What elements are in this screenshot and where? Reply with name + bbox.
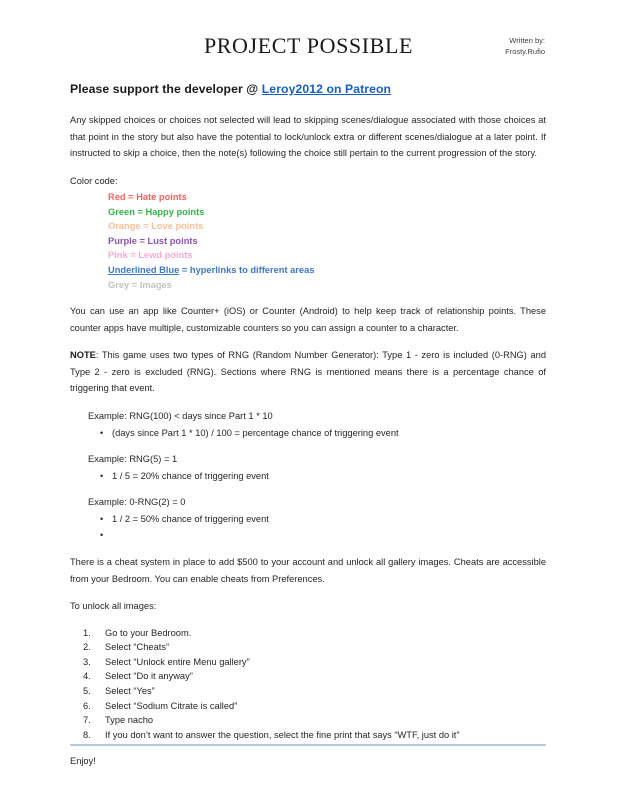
- color-code-item-pink: [70, 248, 546, 263]
- unlock-step: Select “Yes”: [105, 686, 155, 697]
- color-code-item-orange: [70, 219, 546, 234]
- cheat-paragraph: There is a cheat system in place to add $500 to your account and unlock all gallery images. Cheats are accessible from your Bedroom. You can enable cheats from Preferences.: [70, 557, 546, 584]
- color-name-blue: Underlined Blue: [108, 264, 180, 275]
- color-meaning-orange: Love points: [151, 221, 204, 232]
- unlock-step: Select “Do it anyway”: [105, 671, 193, 682]
- intro-paragraph: Any skipped choices or choices not selected will lead to skipping scenes/dialogue associated with those choices at that point in the story but also have the potential to lock/unlock extra or different scenes/dialogue at a later point. If instructed to skip a choice, then the note(s) following the choice still pertain to the current progression of the story.: [70, 115, 546, 158]
- page-title: PROJECT POSSIBLE: [203, 33, 414, 58]
- example-bullets-3: [70, 511, 546, 544]
- example-bullet: • 1 / 5 = 20% chance of triggering event: [70, 468, 546, 485]
- example-block-1: [70, 408, 546, 442]
- document-body: [70, 82, 546, 781]
- note-label: NOTE: [70, 350, 96, 361]
- color-code-list: [70, 190, 546, 292]
- example-bullet: • (days since Part 1 * 10) / 100 = percentage chance of triggering event: [70, 425, 546, 442]
- unlock-step: If you don’t want to answer the question, select the fine print that says “WTF, just do it”: [105, 729, 460, 740]
- example-block-2: [70, 451, 546, 485]
- unlock-step: Type nacho: [105, 715, 154, 726]
- color-meaning-blue: hyperlinks to different areas: [189, 264, 315, 275]
- color-name-pink: Pink: [108, 250, 128, 261]
- counter-app-paragraph: You can use an app like Counter+ (iOS) or Counter (Android) to help keep track of relationship points. These counter apps have multiple, customizable counters so you can assign a counter to a character.: [70, 306, 546, 333]
- unlock-steps-list: [70, 626, 546, 743]
- color-name-red: Red: [108, 192, 126, 202]
- support-prefix: Please support the developer @: [70, 82, 262, 96]
- example-bullet-empty: [70, 528, 546, 545]
- color-name-grey: Grey: [108, 279, 130, 290]
- example-heading-1: Example: RNG(100) < days since Part 1 * 10: [88, 410, 273, 421]
- color-meaning-pink: Lewd points: [138, 250, 193, 261]
- written-by-label: Written by:: [509, 36, 545, 45]
- patreon-link[interactable]: Leroy2012 on Patreon: [261, 82, 392, 96]
- color-meaning-red: Hate points: [136, 192, 187, 202]
- color-separator-grey: =: [129, 279, 140, 290]
- written-by-name: Frosty.Rufio: [505, 47, 545, 56]
- unlock-step: Go to your Bedroom.: [105, 627, 192, 638]
- color-code-item-red: [70, 190, 546, 205]
- color-separator-orange: =: [140, 221, 152, 232]
- color-meaning-green: Happy points: [145, 206, 205, 217]
- example-block-3: [70, 494, 546, 545]
- example-heading-3: Example: 0-RNG(2) = 0: [88, 496, 186, 507]
- color-separator-blue: =: [179, 264, 190, 275]
- note-text: : This game uses two types of RNG (Random Number Generator): Type 1 - zero is included (0-RNG) and Type 2 - zero is excluded (RNG). Sections where RNG is mentioned means there is a percentage chance of triggering that event.: [70, 350, 546, 394]
- document-header: [0, 0, 617, 58]
- color-code-label: Color code:: [70, 175, 118, 186]
- color-separator-red: =: [125, 192, 137, 202]
- unlock-step: Select “Unlock entire Menu gallery”: [105, 656, 250, 667]
- unlock-step: Select “Cheats”: [105, 642, 170, 653]
- support-developer-line: [70, 82, 546, 96]
- color-separator-purple: =: [136, 235, 148, 246]
- example-bullet: • 1 / 2 = 50% chance of triggering event: [70, 511, 546, 528]
- unlock-intro: To unlock all images:: [70, 601, 157, 612]
- color-meaning-grey: Images: [139, 279, 172, 290]
- example-bullets-2: [70, 468, 546, 485]
- color-code-item-green: [70, 205, 546, 220]
- color-code-item-grey: [70, 278, 546, 293]
- color-code-item-blue: [70, 263, 546, 278]
- color-name-green: Green: [108, 206, 135, 217]
- color-meaning-purple: Lust points: [147, 235, 198, 246]
- example-bullets-1: [70, 425, 546, 442]
- example-heading-2: Example: RNG(5) = 1: [88, 453, 178, 464]
- closing-text: Enjoy!: [70, 756, 96, 767]
- footer-divider: [70, 744, 546, 746]
- written-by-block: [505, 35, 545, 57]
- color-separator-pink: =: [127, 250, 139, 261]
- note-paragraph: [70, 347, 546, 397]
- color-code-item-purple: [70, 234, 546, 249]
- color-separator-green: =: [134, 206, 146, 217]
- color-name-orange: Orange: [108, 221, 141, 232]
- unlock-step: Select “Sodium Citrate is called”: [105, 700, 238, 711]
- color-name-purple: Purple: [108, 235, 137, 246]
